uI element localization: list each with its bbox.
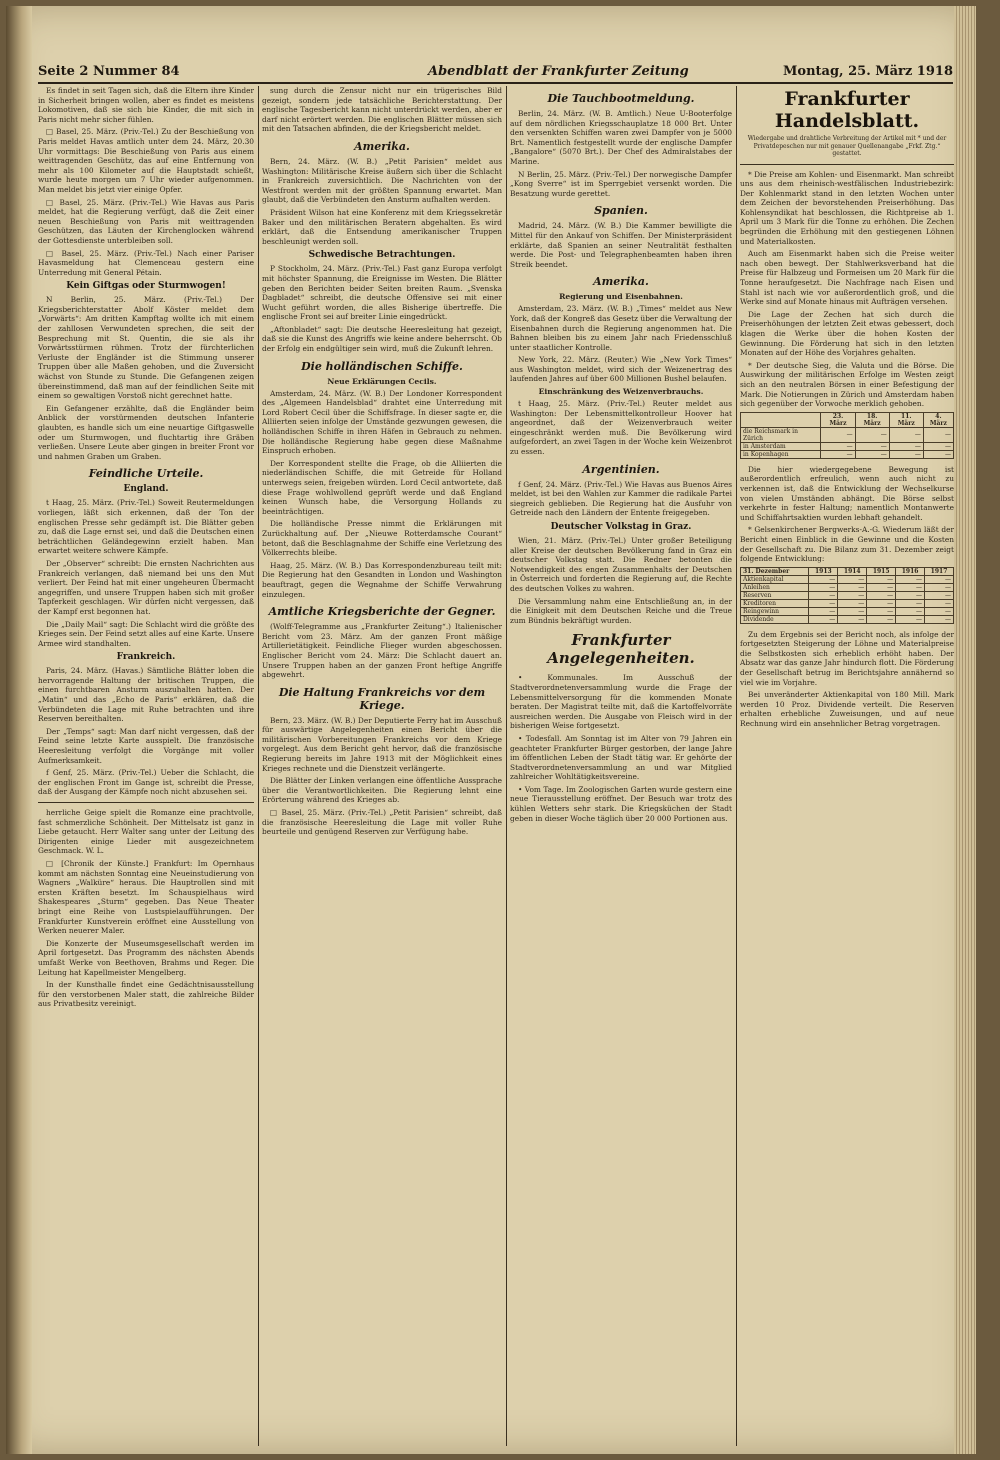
article-heading: Schwedische Betrachtungen.: [308, 250, 456, 261]
column-rule: [258, 86, 259, 1446]
table-cell: —: [889, 442, 923, 450]
article-paragraph: □ Basel, 25. März. (Priv.-Tel.) Nach einer Pariser Havasmeldung hat Clemenceau gestern eine Unterredung mit General Pétain.: [38, 248, 254, 277]
article-paragraph: New York, 22. März. (Reuter.) Wie „New York Times“ aus Washington meldet, wird sich der Weizenertrag des laufenden Jahres auf über 600 Millionen Bushel belaufen.: [510, 355, 732, 384]
article-heading: Amtliche Kriegsberichte der Gegner.: [268, 605, 496, 619]
table-cell: —: [896, 575, 925, 583]
article-paragraph: Präsident Wilson hat eine Konferenz mit dem Kriegssekretär Baker und den militärischen Beratern abgehalten. Es wird erklärt, daß die Entsendung amerikanischer Truppen beschleunigt werden soll.: [262, 207, 502, 246]
article-paragraph: Zu dem Ergebnis sei der Bericht noch, als infolge der fortgesetzten Steigerung der Löhne und Materialpreise die Selbstkosten sich erheblich erhöht haben. Der Absatz war das ganze Jahr hindurch flott. Die Förderung der Gesellschaft betrug im Berichtsjahre annähernd so viel wie im Vorjahre.: [740, 629, 954, 687]
table-cell: —: [896, 615, 925, 623]
table-header-cell: [741, 412, 821, 427]
article-paragraph: Haag, 25. März. (W. B.) Das Korrespondenzbureau teilt mit: Die Regierung hat den Gesandten in London und Washington beauftragt, gegen die Wegnahme der Schiffe Verwahrung einzulegen.: [262, 560, 502, 599]
table-row: [741, 583, 954, 591]
article-paragraph: „Aftonbladet“ sagt: Die deutsche Heeresleitung hat gezeigt, daß sie die Kunst des Angriffs wie keine andere beherrscht. Ob der Erfolg ein endgültiger sein wird, muß die Zukunft lehren.: [262, 324, 502, 354]
table-row: [741, 450, 954, 458]
column-3: [510, 86, 732, 1446]
newspaper-page: [6, 6, 976, 1454]
table-cell: —: [923, 442, 953, 450]
article-paragraph: Die Blätter der Linken verlangen eine öffentliche Aussprache über die Verantwortlichkeiten. Die Regierung lehnt eine Erörterung während des Krieges ab.: [262, 776, 502, 805]
article-paragraph: Berlin, 24. März. (W. B. Amtlich.) Neue U-Booterfolge auf dem nördlichen Kriegsschauplatze 18 000 Brt. Unter den versenkten Schiffen waren zwei Dampfer von je 5000 Brt. Namentlich festgestellt wurde der englische Dampfer „Bangalore“ (5070 Brt.). Der Chef des Admiralstabes der Marine.: [510, 109, 732, 166]
table-cell: —: [821, 442, 855, 450]
table-row: [741, 607, 954, 615]
table-cell: Reingewinn: [741, 607, 809, 615]
article-paragraph: Auch am Eisenmarkt haben sich die Preise weiter nach oben bewegt. Der Stahlwerksverband hat die Preise für Halbzeug und Formeisen um 20 Mark für die Tonne heraufgesetzt. Die Nachfrage nach Eisen und Stahl ist nach wie vor außerordentlich groß, und die Werke sind auf Monate hinaus mit Aufträgen versehen.: [740, 249, 954, 307]
column-rule: [506, 86, 507, 1446]
article-paragraph: Die Konzerte der Museumsgesellschaft werden im April fortgesetzt. Das Programm des nächsten Abends umfaßt Werke von Beethoven, Brahms und Reger. Die Leitung hat Kapellmeister Mengelberg.: [38, 938, 254, 977]
table-header-cell: 4. März: [923, 412, 953, 427]
table-header-row: [741, 412, 954, 427]
table-cell: —: [809, 607, 838, 615]
table-cell: Anleihen: [741, 583, 809, 591]
table-header-row: [741, 567, 954, 575]
table-cell: Dividende: [741, 615, 809, 623]
article-paragraph: Ein Gefangener erzählte, daß die Engländer beim Anblick der vorstürmenden deutschen Infanterie glaubten, es handle sich um eine neuartige Giftgaswelle oder um Sturmwogen, und fluchtartig ihre Gräben verließen. Unsere Leute aber gingen in breiter Front vor und nahmen Graben um Graben.: [38, 403, 254, 461]
article-paragraph: Wien, 21. März. (Priv.-Tel.) Unter großer Beteiligung aller Kreise der deutschen Bevölkerung fand in Graz ein deutscher Volkstag statt. Die Redner betonten die Notwendigkeit des engen Zusammenhalts der Deutschen in Österreich und forderten die Regierung auf, die Rechte des deutschen Volkes zu wahren.: [510, 536, 732, 593]
table-cell: Kreditoren: [741, 599, 809, 607]
table-header-cell: 18. März: [855, 412, 889, 427]
column-1: [38, 86, 254, 1446]
table-cell: —: [821, 427, 855, 442]
table-cell: —: [925, 599, 954, 607]
table-cell: —: [855, 450, 889, 458]
table-cell: —: [809, 599, 838, 607]
article-heading: Deutscher Volkstag in Graz.: [550, 522, 692, 532]
article-paragraph: Amsterdam, 24. März. (W. B.) Der Londoner Korrespondent des „Algemeen Handelsblad“ drahtet eine Unterredung mit Lord Robert Cecil über die Schiffsfrage. In dieser sagte er, die Alliierten seien infolge der Umstände gezwungen gewesen, die holländischen Schiffe in ihren Häfen in Gebrauch zu nehmen. Die holländische Regierung habe gegen diese Maßnahme Einspruch erhoben.: [262, 388, 502, 456]
article-paragraph: Die Versammlung nahm eine Entschließung an, in der die Einigkeit mit dem Deutschen Reiche und die Treue zum Bündnis bekräftigt wurden.: [510, 596, 732, 625]
article-paragraph: * Der deutsche Sieg, die Valuta und die Börse. Die Auswirkung der militärischen Erfolge im Westen zeigt sich an den neutralen Börsen in einer Befestigung der Mark. Die Notierungen in Zürich und Amsterdam haben sich gegenüber der Vorwoche merklich gehoben.: [740, 360, 954, 409]
handelsblatt-notice: Wiedergabe und drahtliche Verbreitung der Artikel mit * und der Privatdepeschen nur mit genauer Quellenangabe „Frkf. Ztg.“ gestattet.: [747, 135, 947, 157]
article-paragraph: f Genf, 25. März. (Priv.-Tel.) Ueber die Schlacht, die der englischen Front im Gange ist, schreibt die Presse, daß der Ausgang der Kämpfe noch nicht abzusehen sei.: [38, 768, 254, 797]
table-header-cell: 1917: [925, 567, 954, 575]
table-cell: —: [867, 615, 896, 623]
newspaper-title: Abendblatt der Frankfurter Zeitung: [428, 64, 689, 79]
article-paragraph: Der Korrespondent stellte die Frage, ob die Alliierten die niederländischen Schiffe, die mit Getreide für Holland unterwegs seien, freigeben würden. Lord Cecil antwortete, daß diese Frage wohlwollend geprüft werde und daß England keinen Wunsch habe, die Versorgung Hollands zu beeinträchtigen.: [262, 458, 502, 516]
article-paragraph: • Vom Tage. Im Zoologischen Garten wurde gestern eine neue Tierausstellung eröffnet. Der Besuch war trotz des kühlen Wetters sehr stark. Die Kriegsküchen der Stadt geben in dieser Woche täglich über 20 000 Portionen aus.: [510, 784, 732, 823]
table-header-cell: 1914: [838, 567, 867, 575]
table-header-cell: 31. Dezember: [741, 567, 809, 575]
table-cell: —: [925, 591, 954, 599]
article-heading: Regierung und Eisenbahnen.: [559, 292, 683, 302]
table-header-cell: 11. März: [889, 412, 923, 427]
article-paragraph: N Berlin, 25. März. (Priv.-Tel.) Der norwegische Dampfer „Kong Sverre“ ist im Sperrgebiet versenkt worden. Die Besatzung wurde gerettet.: [510, 169, 732, 198]
article-heading: Spanien.: [594, 204, 648, 218]
table-header-cell: 23. März: [821, 412, 855, 427]
column-4-handelsblatt: [740, 86, 954, 1446]
article-heading: Kein Giftgas oder Sturmwogen!: [66, 281, 226, 292]
article-paragraph: Der „Observer“ schreibt: Die ernsten Nachrichten aus Frankreich verlangen, daß niemand bei uns den Mut verliert. Der Feind hat mit einer ungeheuren Übermacht angegriffen, und unsere Truppen haben sich mit großer Tapferkeit geschlagen. Wir dürfen nicht vergessen, daß der Kampf erst begonnen hat.: [38, 558, 254, 616]
table-cell: —: [889, 450, 923, 458]
table-cell: —: [896, 583, 925, 591]
table-cell: —: [925, 615, 954, 623]
table-cell: —: [838, 575, 867, 583]
table-cell: —: [809, 575, 838, 583]
table-cell: —: [855, 442, 889, 450]
article-paragraph: * Die Preise am Kohlen- und Eisenmarkt. Man schreibt uns aus dem rheinisch-westfälischen Industriebezirk: Der Kohlenmarkt stand in den letzten Wochen unter dem Zeichen der bevorstehenden Preiserhöhung. Das Kohlensyndikat hat beschlossen, die Richtpreise ab 1. April um 3 Mark für die Tonne zu erhöhen. Die Zechen begründen die Erhöhung mit den gestiegenen Löhnen und Materialkosten.: [740, 169, 954, 246]
article-paragraph: Die hier wiedergegebene Bewegung ist außerordentlich erfreulich, wenn auch nicht zu verkennen ist, daß die Entwicklung der Wechselkurse von vielen Umständen abhängt. Die Börse selbst verkehrte in fester Haltung; namentlich Montanwerte und Schiffahrtsaktien wurden lebhaft gehandelt.: [740, 464, 954, 522]
book-binding: [6, 6, 32, 1454]
article-paragraph: Paris, 24. März. (Havas.) Sämtliche Blätter loben die hervorragende Haltung der britischen Truppen, die einen furchtbaren Ansturm auszuhalten hatten. Der „Matin“ und das „Echo de Paris“ erklären, daß die Verbündeten die Lage mit Ruhe betrachten und ihre Reserven bereithalten.: [38, 666, 254, 724]
article-paragraph: □ Basel, 25. März. (Priv.-Tel.) Wie Havas aus Paris meldet, hat die Regierung verfügt, daß die Zeit einer neuen Beschießung von Paris mit weittragenden Geschützen, das Läuten der Kirchenglocken während der Gottesdienste unterbleiben soll.: [38, 197, 254, 245]
article-heading: England.: [123, 484, 169, 495]
table-cell: —: [855, 427, 889, 442]
article-paragraph: t Haag, 25. März. (Priv.-Tel.) Reuter meldet aus Washington: Der Lebensmittelkontrolleur Hoover hat angeordnet, daß der Weizenverbrauch weiter eingeschränkt werden muß. Die Bevölkerung wird aufgefordert, an zwei Tagen in der Woche kein Weizenbrot zu essen.: [510, 399, 732, 457]
table-cell: —: [889, 427, 923, 442]
article-paragraph: Es findet in seit Tagen sich, daß die Eltern ihre Kinder in Sicherheit bringen wollen, aber es findet es meistens Lokomotiven, daß sie sich bie Kinder, die mit sich in Paris nicht mehr sicher fühlen.: [38, 86, 254, 124]
table-header-cell: 1916: [896, 567, 925, 575]
article-paragraph: Die holländische Presse nimmt die Erklärungen mit Zurückhaltung auf. Der „Nieuwe Rotterdamsche Courant“ betont, daß die Beschlagnahme der Schiffe eine Verletzung des Völkerrechts bleibe.: [262, 519, 502, 558]
data-table: [740, 567, 954, 624]
article-paragraph: Die Lage der Zechen hat sich durch die Preiserhöhungen der letzten Zeit etwas gebessert, doch klagen die Werke über die hohen Kosten der Gewinnung. Die Förderung hat sich in den letzten Monaten auf der Höhe des Vorjahres gehalten.: [740, 309, 954, 358]
table-cell: —: [867, 599, 896, 607]
table-cell: —: [896, 599, 925, 607]
article-paragraph: (Wolff-Telegramme aus „Frankfurter Zeitung“.) Italienischer Bericht vom 23. März. Am der ganzen Front mäßige Artillerietätigkeit. Feindliche Flieger wurden abgeschossen. Englischer Bericht vom 24. März: Die Schlacht dauert an. Unsere Truppen haben an der ganzen Front heftige Angriffe abgewehrt.: [262, 622, 502, 680]
table-row: [741, 615, 954, 623]
table-cell: —: [925, 607, 954, 615]
article-heading: Die Haltung Frankreichs vor dem Kriege.: [278, 685, 486, 712]
table-cell: —: [925, 575, 954, 583]
table-cell: —: [923, 450, 953, 458]
article-heading: Einschränkung des Weizenverbrauchs.: [538, 387, 704, 397]
table-cell: —: [809, 583, 838, 591]
column-rule: [736, 86, 737, 1446]
article-paragraph: Die „Daily Mail“ sagt: Die Schlacht wird die größte des Krieges sein. Der Feind setzt alles auf eine Karte. Unsere Armee wird standhalten.: [38, 619, 254, 648]
handelsblatt-articles: [740, 170, 954, 729]
article-paragraph: In der Kunsthalle findet eine Gedächtnisausstellung für den verstorbenen Maler statt, die zahlreiche Bilder aus Privatbesitz vereinigt.: [38, 980, 254, 1009]
table-cell: —: [925, 583, 954, 591]
article-heading: Frankreich.: [116, 652, 176, 663]
table-row: [741, 599, 954, 607]
table-row: [741, 427, 954, 442]
article-paragraph: Bern, 23. März. (W. B.) Der Deputierte Ferry hat im Ausschuß für auswärtige Angelegenheiten einen Bericht über die militärischen Vorbereitungen Frankreichs vor dem Kriege vorgelegt. Aus dem Bericht geht hervor, daß die französische Regierung bereits im Jahre 1913 mit der Möglichkeit eines Krieges rechnete und die Dienstzeit verlängerte.: [262, 715, 502, 773]
table-cell: die Reichsmark in Zürich: [741, 427, 821, 442]
table-cell: in Kopenhagen: [741, 450, 821, 458]
table-cell: Aktienkapital: [741, 575, 809, 583]
table-row: [741, 591, 954, 599]
table-cell: —: [867, 591, 896, 599]
article-paragraph: Der „Temps“ sagt: Man darf nicht vergessen, daß der Feind seine letzte Karte ausspielt. Die französische Heeresleitung verfolgt die Vorgänge mit voller Aufmerksamkeit.: [38, 726, 254, 765]
handelsblatt-masthead: Frankfurter Handelsblatt.: [774, 88, 920, 132]
table-header-cell: 1913: [809, 567, 838, 575]
table-cell: Reserven: [741, 591, 809, 599]
data-table: [740, 412, 954, 459]
article-paragraph: Madrid, 24. März. (W. B.) Die Kammer bewilligte die Mittel für den Ankauf von Schiffen. Der Ministerpräsident erklärte, daß Spanien an seiner Neutralität festhalten werde. Die Post- und Telegraphenbeamten haben ihren Streik beendet.: [510, 221, 732, 269]
article-paragraph: □ [Chronik der Künste.] Frankfurt: Im Opernhaus kommt am nächsten Sonntag eine Neueinstudierung von Wagners „Walküre“ heraus. Die Hauptrollen sind mit ersten Kräften besetzt. Im Schauspielhaus wird Shakespeares „Sturm“ gegeben. Das Neue Theater bringt eine Reihe von Lustspielaufführungen. Der Frankfurter Kunstverein eröffnet eine Ausstellung von Werken neuerer Maler.: [38, 858, 254, 936]
table-cell: —: [809, 591, 838, 599]
table-cell: —: [838, 583, 867, 591]
table-cell: —: [838, 599, 867, 607]
table-cell: —: [867, 583, 896, 591]
table-cell: —: [838, 591, 867, 599]
page-number: Seite 2 Nummer 84: [38, 64, 180, 79]
divider: [38, 802, 254, 803]
table-cell: —: [809, 615, 838, 623]
table-cell: —: [867, 607, 896, 615]
table-cell: —: [821, 450, 855, 458]
table-cell: —: [923, 427, 953, 442]
article-paragraph: Amsterdam, 23. März. (W. B.) „Times“ meldet aus New York, daß der Kongreß das Gesetz über die Verwaltung der Eisenbahnen durch die Regierung angenommen hat. Die Bahnen bleiben bis zu einem Jahr nach Friedensschluß unter staatlicher Kontrolle.: [510, 304, 732, 352]
table-cell: —: [838, 607, 867, 615]
article-heading: Amerika.: [354, 139, 410, 153]
table-header-cell: 1915: [867, 567, 896, 575]
divider: [740, 164, 954, 165]
article-paragraph: • Todesfall. Am Sonntag ist im Alter von 79 Jahren ein geachteter Frankfurter Bürger gestorben, der lange Jahre im öffentlichen Leben der Stadt tätig war. Er gehörte der Stadtverordnetenversammlung an und war Mitglied zahlreicher Wohltätigkeitsvereine.: [510, 733, 732, 782]
article-paragraph: Bei unveränderter Aktienkapital von 180 Mill. Mark werden 10 Proz. Dividende verteilt. Die Reserven erhalten erhebliche Zuweisungen, und auf neue Rechnung wird ein ansehnlicher Betrag vorgetragen.: [740, 690, 954, 729]
article-heading: Die Tauchbootmeldung.: [547, 92, 695, 105]
article-paragraph: P Stockholm, 24. März. (Priv.-Tel.) Fast ganz Europa verfolgt mit höchster Spannung, die Ereignisse im Westen. Die Blätter geben den Berichten beider Seiten breiten Raum. „Svenska Dagbladet“ schreibt, die deutsche Offensive sei mit einer Wucht geführt worden, die alles Bisherige übertreffe. Die englische Front sei auf breiter Linie eingedrückt.: [262, 264, 502, 322]
table-cell: —: [896, 607, 925, 615]
article-paragraph: sung durch die Zensur nicht nur ein trügerisches Bild gezeigt, sondern jede tatsächliche Berichterstattung. Der englische Tagesbericht kann nicht unterdrückt werden, aber er darf nicht erörtert werden. Die englischen Blätter müssen sich mit den Tatsachen abfinden, die der Kriegsbericht meldet.: [262, 86, 502, 134]
table-row: [741, 575, 954, 583]
article-paragraph: herrliche Geige spielt die Romanze eine prachtvolle, fast schmerzliche Schönheit. Der Mittelsatz ist ganz in Liebe getaucht. Herr Walter sang unter der Leitung des Dirigenten einige Lieder mit ausgezeichnetem Geschmack. W. L.: [38, 808, 254, 856]
page-header: [38, 62, 953, 84]
article-heading: Frankfurter Angelegenheiten.: [547, 631, 695, 668]
table-cell: —: [896, 591, 925, 599]
article-heading: Neue Erklärungen Cecils.: [327, 376, 437, 386]
page-edge-stack: [954, 6, 976, 1454]
article-paragraph: t Haag, 25. März. (Priv.-Tel.) Soweit Reutermeldungen vorliegen, läßt sich erkennen, daß der Ton der englischen Presse sehr gedämpft ist. Die Blätter geben zu, daß die Lage ernst sei, und daß die Deutschen einen beträchtlichen Geländegewinn erzielt haben. Man erwartet weitere schwere Kämpfe.: [38, 498, 254, 556]
article-paragraph: f Genf, 24. März. (Priv.-Tel.) Wie Havas aus Buenos Aires meldet, ist bei den Wahlen zur Kammer die radikale Partei siegreich geblieben. Die Regierung hat die Ausfuhr von Getreide nach den Ländern der Entente freigegeben.: [510, 479, 732, 518]
article-paragraph: • Kommunales. Im Ausschuß der Stadtverordnetenversammlung wurde die Frage der Lebensmittelversorgung für die kommenden Monate beraten. Der Magistrat teilte mit, daß die Kartoffelvorräte ausreichen werden. Die Ausgabe von Fleisch wird in der bisherigen Weise fortgesetzt.: [510, 673, 732, 731]
article-paragraph: Bern, 24. März. (W. B.) „Petit Parisien“ meldet aus Washington: Militärische Kreise äußern sich über die Schlacht in Frankreich zuversichtlich. Die Nachrichten von der Westfront werden mit der größten Spannung erwartet. Man glaubt, daß die Verbündeten den Ansturm aufhalten werden.: [262, 156, 502, 205]
article-heading: Amerika.: [593, 275, 649, 289]
table-cell: —: [838, 615, 867, 623]
article-heading: Argentinien.: [582, 462, 660, 476]
table-cell: —: [867, 575, 896, 583]
article-heading: Feindliche Urteile.: [88, 467, 204, 481]
article-paragraph: * Gelsenkirchener Bergwerks-A.-G. Wiederum läßt der Bericht einen Einblick in die Gewinne und die Kosten der Gesellschaft zu. Die Bilanz zum 31. Dezember zeigt folgende Entwicklung:: [740, 525, 954, 564]
article-heading: Die holländischen Schiffe.: [301, 359, 463, 373]
table-cell: in Amsterdam: [741, 442, 821, 450]
issue-date: Montag, 25. März 1918: [783, 64, 953, 79]
article-paragraph: □ Basel, 25. März. (Priv.-Tel.) Zu der Beschießung von Paris meldet Havas amtlich unter dem 24. März, 20.30 Uhr vormittags: Die Beschießung von Paris aus einem weittragenden Geschütz, das auf eine Entfernung von mehr als 100 Kilometer auf die Hauptstadt schießt, wurde heute morgen um 7 Uhr wieder aufgenommen. Man meldet bis jetzt vier einige Opfer.: [38, 127, 254, 194]
table-row: [741, 442, 954, 450]
article-paragraph: N Berlin, 25. März. (Priv.-Tel.) Der Kriegsberichterstatter Abolf Köster meldet dem „Vorwärts“: Am dritten Kampftag wollte ich mit einem der zahllosen Verwundeten sprechen, die seit der Besprechung mit St. Quentin, die sie als ihr Vorwärtsstürmen rühmen. Trotz der fürchterlichen Verluste der Engländer ist die Stimmung unserer Truppen über alle Maßen gehoben, und die Zuversicht wächst von Stunde zu Stunde. Die Gefangenen zeigen übereinstimmend, daß man auf der feindlichen Seite mit einem so gewaltigen Vorstoß nicht gerechnet hatte.: [38, 295, 254, 401]
article-paragraph: □ Basel, 25. März. (Priv.-Tel.) „Petit Parisien“ schreibt, daß die französische Heeresleitung die Lage mit voller Ruhe beurteile und genügend Reserven zur Verfügung habe.: [262, 808, 502, 837]
column-2: [262, 86, 502, 1446]
